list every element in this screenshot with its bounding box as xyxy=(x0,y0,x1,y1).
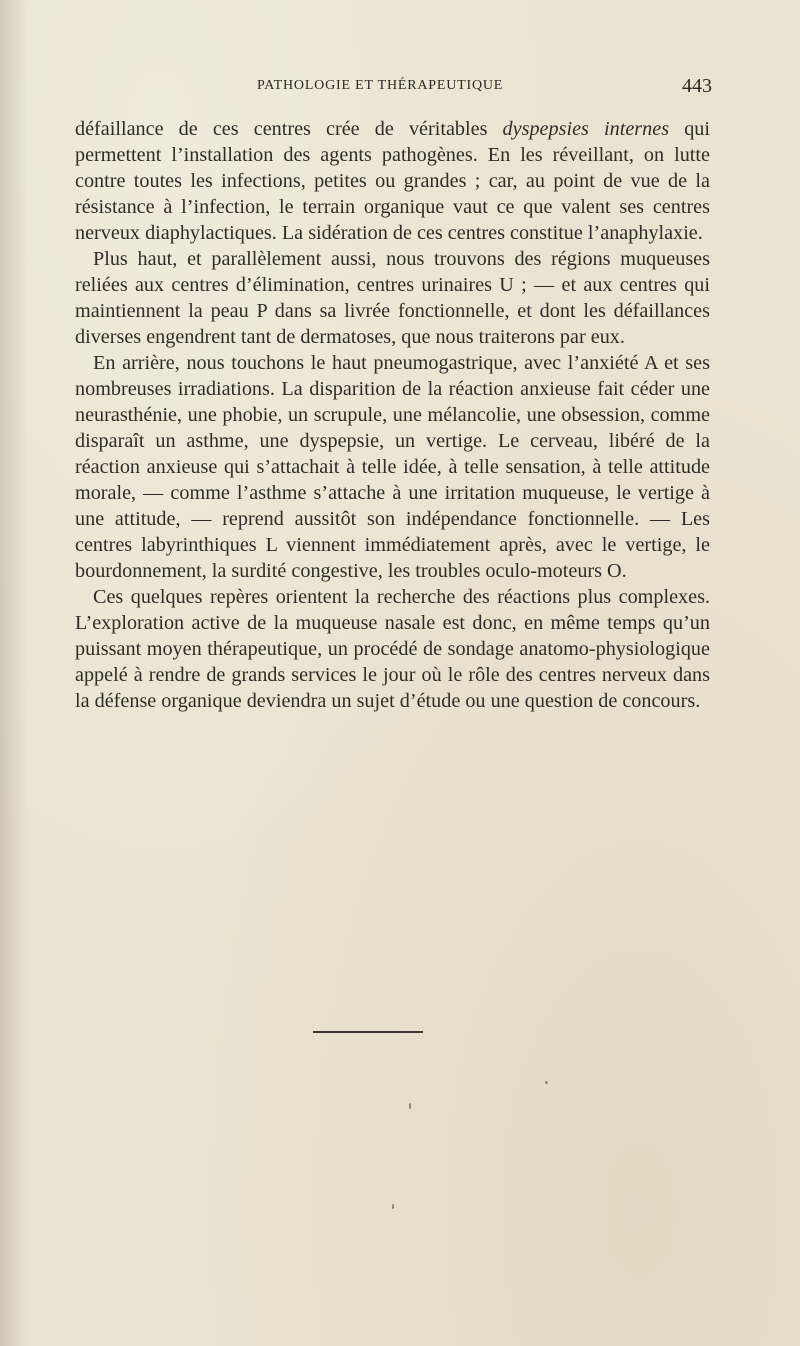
body-text xyxy=(75,116,710,714)
paragraph-1-after-italic: qui permettent l’installation des agents pathogènes. En les réveillant, on lutte contre toutes les infections, petites ou grandes ; car, au point de vue de la résistance à l’infection, le terrain organique vaut ce que valent ses centres nerveux diaphylactiques. La sidération de ces centres constitue l’anaphylaxie. xyxy=(75,118,710,244)
paragraph-1 xyxy=(75,116,710,246)
paragraph-4: Ces quelques repères orientent la recherche des réactions plus complexes. L’exploration active de la muqueuse nasale est donc, en même temps qu’un puissant moyen thérapeutique, un procédé de sondage anatomo-physiologique appelé à rendre de grands services le jour où le rôle des centres nerveux dans la défense organique deviendra un sujet d’étude ou une question de concours. xyxy=(75,586,710,712)
page-number: 443 xyxy=(682,75,712,97)
paragraph-2: Plus haut, et parallèlement aussi, nous trouvons des régions muqueuses reliées aux centres d’élimination, centres urinaires U ; — et aux centres qui maintiennent la peau P dans sa livrée fonctionnelle, et dont les défaillances diverses engendrent tant de dermatoses, que nous traiterons par eux. xyxy=(75,248,710,348)
italic-phrase: dyspepsies internes xyxy=(502,118,670,140)
page-header xyxy=(75,75,715,102)
paragraph-3: En arrière, nous touchons le haut pneumogastrique, avec l’anxiété A et ses nombreuses irradiations. La disparition de la réaction anxieuse fait céder une neurasthénie, une phobie, un scrupule, une mélancolie, une obsession, comme disparaît un asthme, une dyspepsie, un vertige. Le cerveau, libéré de la réaction anxieuse qui s’attachait à telle idée, à telle sensation, à telle attitude morale, — comme l’asthme s’attache à une irritation muqueuse, le vertige à une attitude, — reprend aussitôt son indépendance fonctionnelle. — Les centres labyrinthiques L viennent immédiatement après, avec le vertige, le bourdonnement, la surdité congestive, les troubles oculo-moteurs O. xyxy=(75,352,710,582)
paper-speck xyxy=(392,1204,394,1209)
section-end-rule xyxy=(313,1031,423,1033)
paper-speck xyxy=(545,1081,548,1084)
running-head: PATHOLOGIE ET THÉRAPEUTIQUE xyxy=(257,78,504,93)
paragraph-1-before-italic: défaillance de ces centres crée de véritables xyxy=(75,118,503,140)
page-edge-shadow xyxy=(0,0,28,1346)
paper-speck xyxy=(409,1103,411,1109)
